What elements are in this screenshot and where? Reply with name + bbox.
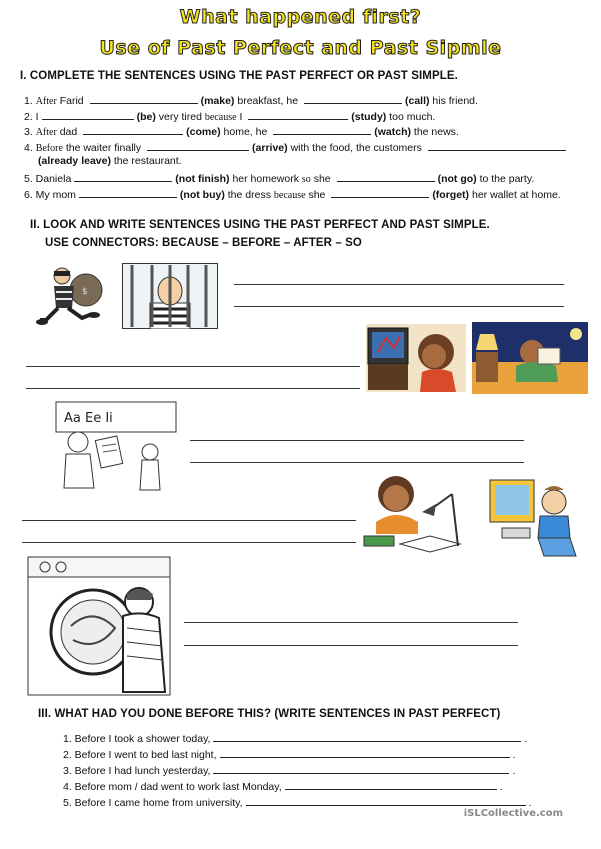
teacher-at-board-illustration bbox=[46, 398, 186, 492]
watermark: iSLCollective.com bbox=[463, 808, 563, 819]
connectors-line: USE CONNECTORS: BECAUSE – BEFORE – AFTER – SO bbox=[45, 237, 362, 249]
answer-line[interactable] bbox=[184, 645, 518, 646]
question-3: 3. Before I had lunch yesterday, . bbox=[63, 765, 516, 777]
sentence-6: 6. My mom (not buy) the dress because she (forget) her wallet at home. bbox=[24, 189, 561, 201]
section-1-heading: I. COMPLETE THE SENTENCES USING THE PAST PERFECT OR PAST SIMPLE. bbox=[20, 70, 458, 82]
svg-text:$: $ bbox=[82, 287, 88, 297]
worksheet-subtitle: Use of Past Perfect and Past Sipmle bbox=[99, 37, 502, 59]
answer-line[interactable] bbox=[26, 366, 360, 367]
sentence-1: 1. After Farid (make) breakfast, he (call) his friend. bbox=[24, 95, 478, 107]
answer-line[interactable] bbox=[22, 520, 356, 521]
answer-line[interactable] bbox=[190, 440, 524, 441]
sentence-2: 2. I (be) very tired because I (study) too much. bbox=[24, 111, 436, 123]
question-4: 4. Before mom / dad went to work last Monday, . bbox=[63, 781, 503, 793]
sentence-4-continued: (already leave) the restaurant. bbox=[38, 155, 182, 167]
prisoner-behind-bars-illustration bbox=[122, 263, 218, 329]
sentence-4: 4. Before the waiter finally (arrive) with the food, the customers bbox=[24, 140, 569, 154]
thief-running-illustration bbox=[36, 262, 114, 332]
answer-line[interactable] bbox=[26, 388, 360, 389]
svg-text:Aa Ee Ii: Aa Ee Ii bbox=[64, 411, 113, 426]
boy-at-computer-illustration bbox=[488, 476, 584, 558]
answer-line[interactable] bbox=[234, 284, 564, 285]
boy-watching-tv-illustration bbox=[366, 324, 466, 392]
sentence-3: 3. After dad (come) home, he (watch) the news. bbox=[24, 126, 459, 138]
boy-in-bed-illustration bbox=[472, 322, 588, 394]
boy-studying-illustration bbox=[360, 470, 476, 556]
question-2: 2. Before I went to bed last night, . bbox=[63, 749, 516, 761]
question-1: 1. Before I took a shower today, . bbox=[63, 733, 528, 745]
answer-line[interactable] bbox=[22, 542, 356, 543]
section-2-heading: II. LOOK AND WRITE SENTENCES USING THE PAST PERFECT AND PAST SIMPLE. bbox=[30, 219, 490, 231]
sentence-5: 5. Daniela (not finish) her homework so she (not go) to the party. bbox=[24, 173, 535, 185]
question-5: 5. Before I came home from university, . bbox=[63, 797, 532, 809]
man-at-washing-machine-illustration bbox=[27, 556, 171, 696]
answer-line[interactable] bbox=[234, 306, 564, 307]
answer-line[interactable] bbox=[184, 622, 518, 623]
section-3-heading: III. WHAT HAD YOU DONE BEFORE THIS? (WRITE SENTENCES IN PAST PERFECT) bbox=[38, 708, 501, 720]
answer-line[interactable] bbox=[190, 462, 524, 463]
worksheet-title: What happened first? bbox=[179, 6, 422, 28]
